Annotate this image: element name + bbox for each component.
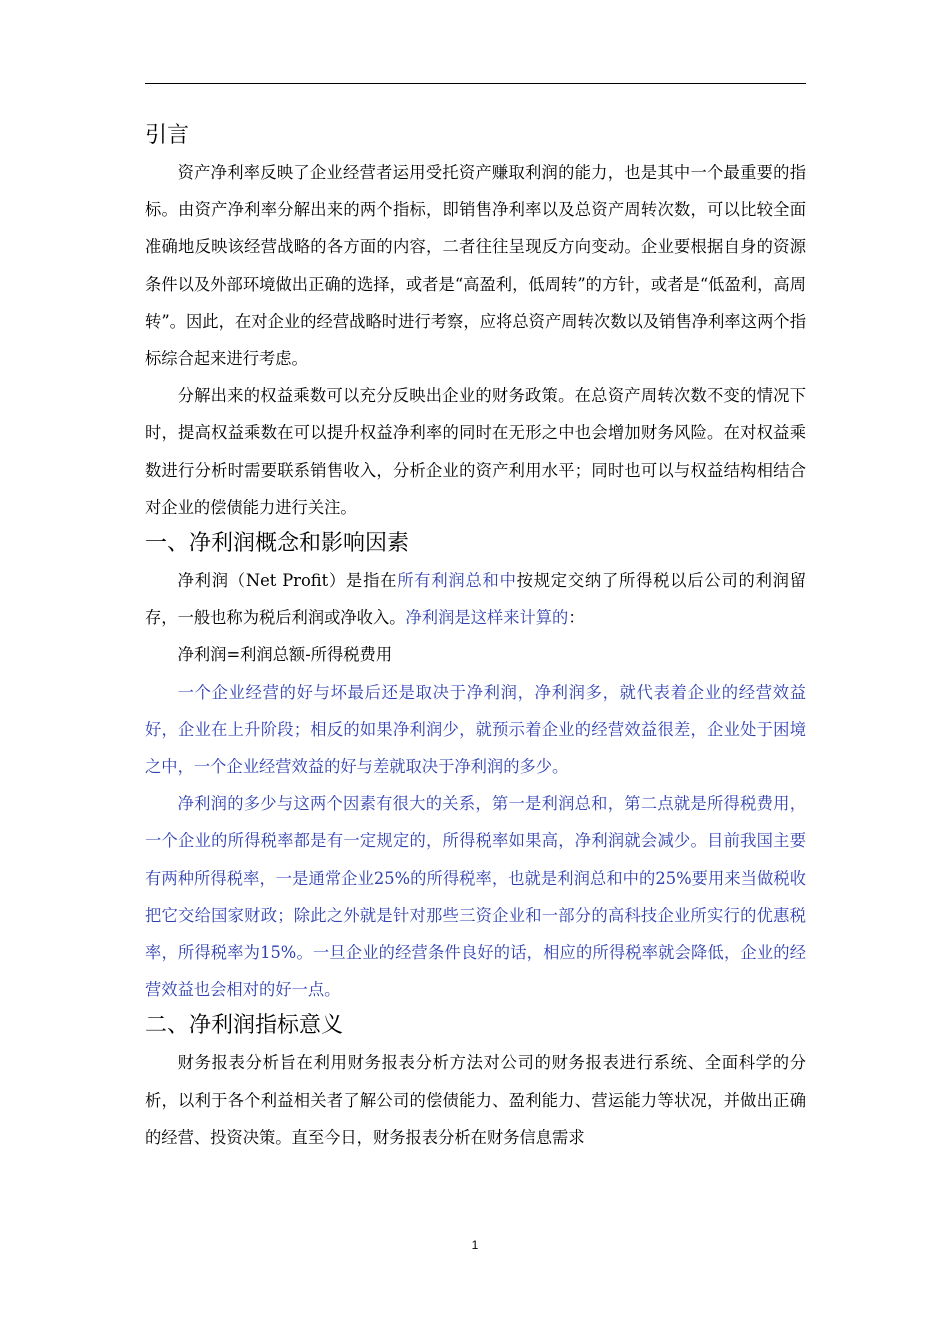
- definition-text-cont: 按规定交纳了所得税以后公司的利润留存，一般也称为税后利润或净收入。: [145, 571, 806, 628]
- formula-line: 净利润=利润总额-所得税费用: [177, 645, 393, 665]
- section-1-heading: 一、净利润概念和影响因素: [145, 531, 410, 557]
- net-profit-definition: [145, 562, 806, 636]
- definition-text: 净利润（Net Profit）是指在: [177, 571, 398, 591]
- header-rule: [145, 83, 806, 84]
- definition-link-text: 所有利润总和中: [397, 571, 517, 591]
- section-2-paragraph-1: 财务报表分析旨在利用财务报表分析方法对公司的财务报表进行系统、全面科学的分析，以利于各个利益相关者了解公司的偿债能力、盈利能力、营运能力等状况，并做出正确的经营、投资决策。直至今日，财务报表分析在财务信息需求: [145, 1053, 806, 1147]
- calc-link-text: 净利润是这样来计算的: [405, 608, 569, 628]
- intro-paragraph-2: 分解出来的权益乘数可以充分反映出企业的财务政策。在总资产周转次数不变的情况下时，提高权益乘数在可以提升权益净利率的同时在无形之中也会增加财务风险。在对权益乘数进行分析时需要联系销售收入，分析企业的资产利用水平；同时也可以与权益结构相结合对企业的偿债能力进行关注。: [145, 386, 806, 517]
- document-body: [145, 118, 806, 1156]
- intro-paragraph-1: 资产净利率反映了企业经营者运用受托资产赚取利润的能力，也是其中一个最重要的指标。由资产净利率分解出来的两个指标，即销售净利率以及总资产周转次数，可以比较全面准确地反映该经营战略的各方面的内容，二者往往呈现反方向变动。企业要根据自身的资源条件以及外部环境做出正确的选择，或者是“高盈利，低周转”的方针，或者是“低盈利，高周转”。因此，在对企业的经营战略时进行考察，应将总资产周转次数以及销售净利率这两个指标综合起来进行考虑。: [145, 163, 806, 369]
- page-number: 1: [471, 1238, 479, 1252]
- colon: ：: [568, 608, 585, 628]
- section-1-paragraph-2: 一个企业经营的好与坏最后还是取决于净利润，净利润多，就代表着企业的经营效益好，企业在上升阶段；相反的如果净利润少，就预示着企业的经营效益很差，企业处于困境之中，一个企业经营效益的好与差就取决于净利润的多少。: [145, 682, 806, 777]
- section-2-heading: 二、净利润指标意义: [145, 1013, 344, 1039]
- intro-heading: 引言: [145, 123, 190, 148]
- section-1-paragraph-3: 净利润的多少与这两个因素有很大的关系，第一是利润总和，第二点就是所得税费用，一个企业的所得税率都是有一定规定的，所得税率如果高，净利润就会减少。目前我国主要有两种所得税率，一是通常企业25%的所得税率，也就是利润总和中的25%要用来当做税收把它交给国家财政；除此之外就是针对那些三资企业和一部分的高科技企业所实行的优惠税率，所得税率为15%。一旦企业的经营条件良好的话，相应的所得税率就会降低，企业的经营效益也会相对的好一点。: [145, 794, 806, 1000]
